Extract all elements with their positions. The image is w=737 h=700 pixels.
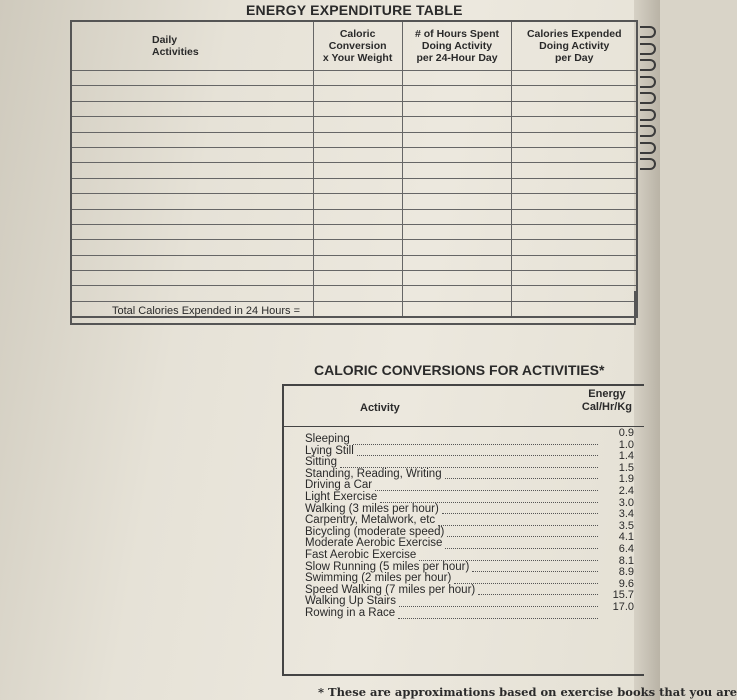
table-cell[interactable] (313, 240, 402, 255)
table-row (71, 178, 637, 193)
table-cell[interactable] (512, 271, 637, 286)
table-cell[interactable] (402, 117, 512, 132)
spiral-ring (640, 43, 656, 55)
activity-header: Activity (360, 402, 400, 414)
table-cell[interactable] (71, 86, 313, 101)
energy-value: 1.9 (618, 473, 634, 486)
energy-value: 6.4 (618, 542, 634, 555)
table-cell[interactable] (512, 224, 637, 239)
table-cell[interactable] (71, 163, 313, 178)
energy-value: 4.1 (618, 531, 634, 544)
table-row (71, 240, 637, 255)
table-row (71, 194, 637, 209)
table-cell[interactable] (512, 71, 637, 86)
dot-leader (445, 548, 598, 549)
table-cell[interactable] (313, 86, 402, 101)
col-hours-spent: # of Hours Spent Doing Activity per 24-Hour Day (402, 21, 512, 71)
energy-value: 1.5 (618, 461, 634, 474)
table-row (71, 147, 637, 162)
spiral-ring (640, 26, 656, 38)
dot-leader (447, 536, 598, 537)
table-row (71, 71, 637, 86)
table-cell[interactable] (71, 194, 313, 209)
spiral-ring (640, 142, 656, 154)
table-cell[interactable] (402, 194, 512, 209)
activity-row (305, 608, 630, 620)
table-cell[interactable] (313, 101, 402, 116)
table-cell[interactable] (402, 209, 512, 224)
col-calories-expended: Calories Expended Doing Activity per Day (512, 21, 637, 71)
activity-name: Driving a Car (305, 479, 373, 492)
dot-leader (478, 594, 598, 595)
total-label: Total Calories Expended in 24 Hours = (112, 305, 301, 317)
activity-name: Rowing in a Race (305, 606, 396, 619)
table-cell[interactable] (512, 255, 637, 270)
table-cell[interactable] (402, 224, 512, 239)
table-cell[interactable] (71, 71, 313, 86)
table-cell[interactable] (71, 178, 313, 193)
table-row (71, 86, 637, 101)
energy-value: 15.7 (612, 589, 634, 602)
energy-expenditure-table (70, 20, 638, 318)
total-row (70, 291, 636, 325)
table-cell[interactable] (402, 240, 512, 255)
table-cell[interactable] (512, 101, 637, 116)
spiral-ring (640, 76, 656, 88)
energy-value: 1.0 (618, 438, 634, 451)
energy-header: Energy Cal/Hr/Kg (581, 388, 632, 413)
activity-name: Speed Walking (7 miles per hour) (305, 583, 476, 596)
activity-name: Fast Aerobic Exercise (305, 548, 417, 561)
table-cell[interactable] (313, 71, 402, 86)
table-row (71, 163, 637, 178)
table-row (71, 255, 637, 270)
col-daily-activities: Daily Activities (71, 21, 313, 71)
energy-value: 8.9 (618, 566, 634, 579)
activity-name: Sleeping (305, 433, 350, 445)
table-cell[interactable] (402, 147, 512, 162)
table-cell[interactable] (71, 147, 313, 162)
dot-leader (399, 606, 598, 607)
table-cell[interactable] (313, 255, 402, 270)
activity-name: Lying Still (305, 444, 354, 457)
energy-value: 17.0 (612, 600, 634, 613)
energy-value: 2.4 (618, 484, 634, 497)
footnote: * These are approximations based on exercise books that you are (318, 685, 737, 699)
table-row (71, 117, 637, 132)
activity-row (305, 446, 630, 458)
energy-value: 3.5 (618, 519, 634, 532)
table-cell[interactable] (313, 147, 402, 162)
activity-name: Walking (3 miles per hour) (305, 502, 439, 515)
energy-table-title: ENERGY EXPENDITURE TABLE (246, 2, 463, 18)
energy-value: 0.9 (618, 427, 634, 439)
table-cell[interactable] (512, 132, 637, 147)
table-row (71, 209, 637, 224)
table-row (71, 271, 637, 286)
table-cell[interactable] (71, 240, 313, 255)
dot-leader (353, 444, 598, 445)
table-cell[interactable] (313, 224, 402, 239)
dot-leader (357, 455, 598, 456)
table-cell[interactable] (313, 209, 402, 224)
energy-value: 9.6 (618, 577, 634, 590)
table-cell[interactable] (512, 86, 637, 101)
table-cell[interactable] (402, 163, 512, 178)
dot-leader (442, 513, 598, 514)
dot-leader (454, 583, 598, 584)
table-cell[interactable] (512, 194, 637, 209)
activity-list (305, 434, 630, 620)
table-cell[interactable] (71, 209, 313, 224)
spiral-ring (640, 109, 656, 121)
spiral-ring (640, 59, 656, 71)
table-cell[interactable] (512, 163, 637, 178)
table-cell[interactable] (313, 194, 402, 209)
dot-leader (375, 490, 598, 491)
dot-leader (438, 525, 598, 526)
table-cell[interactable] (313, 163, 402, 178)
activity-name: Carpentry, Metalwork, etc (305, 514, 436, 527)
energy-value: 3.0 (618, 496, 634, 509)
activity-name: Walking Up Stairs (305, 595, 396, 608)
table-cell[interactable] (402, 255, 512, 270)
activity-name: Light Exercise (305, 490, 378, 503)
table-cell[interactable] (71, 117, 313, 132)
table-header-row (71, 21, 637, 71)
table-cell[interactable] (512, 117, 637, 132)
table-cell[interactable] (402, 271, 512, 286)
dot-leader (398, 618, 598, 619)
table-row (71, 224, 637, 239)
table-cell[interactable] (402, 178, 512, 193)
energy-value: 1.4 (618, 450, 634, 463)
energy-value: 3.4 (618, 508, 634, 521)
conversions-header (284, 386, 644, 427)
dot-leader (472, 571, 598, 572)
table-cell[interactable] (512, 147, 637, 162)
table-cell[interactable] (402, 132, 512, 147)
activity-name: Standing, Reading, Writing (305, 467, 442, 480)
spiral-ring (640, 158, 656, 170)
conversions-title: CALORIC CONVERSIONS FOR ACTIVITIES* (314, 362, 605, 378)
table-row (71, 132, 637, 147)
table-cell[interactable] (313, 178, 402, 193)
spiral-ring (640, 92, 656, 104)
table-cell[interactable] (512, 209, 637, 224)
table-cell[interactable] (71, 255, 313, 270)
activity-name: Swimming (2 miles per hour) (305, 572, 452, 585)
table-cell[interactable] (313, 132, 402, 147)
table-cell[interactable] (512, 178, 637, 193)
activity-name: Sitting (305, 456, 337, 469)
table-cell[interactable] (402, 86, 512, 101)
energy-value-list (598, 428, 634, 614)
table-cell[interactable] (71, 224, 313, 239)
table-cell[interactable] (71, 271, 313, 286)
activity-name: Moderate Aerobic Exercise (305, 537, 443, 550)
spiral-ring (640, 125, 656, 137)
table-row (71, 101, 637, 116)
activity-name: Slow Running (5 miles per hour) (305, 560, 470, 573)
activity-name: Bicycling (moderate speed) (305, 525, 445, 538)
table-cell[interactable] (402, 101, 512, 116)
table-cell[interactable] (512, 240, 637, 255)
dot-leader (445, 478, 598, 479)
table-cell[interactable] (313, 117, 402, 132)
table-cell[interactable] (71, 101, 313, 116)
table-cell[interactable] (71, 132, 313, 147)
energy-value: 8.1 (618, 554, 634, 567)
col-caloric-conversion: Caloric Conversion x Your Weight (313, 21, 402, 71)
table-cell[interactable] (313, 271, 402, 286)
table-cell[interactable] (402, 71, 512, 86)
